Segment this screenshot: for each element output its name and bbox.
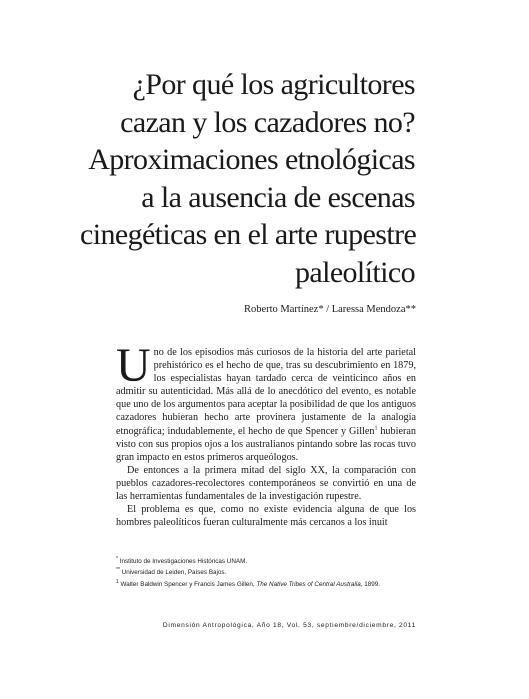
- footnote-marker: *: [116, 556, 118, 562]
- article-body: [116, 339, 416, 529]
- body-paragraph: De entonces a la primera mitad del siglo XX, la comparación con pueblos cazadores-recolectores contemporáneos se convirtió en una de las herramientas fundamentales de la investigación rupestre.: [116, 464, 416, 503]
- title-line: ¿Por qué los agricultores: [132, 68, 415, 101]
- footnote-text: Walter Baldwin Spencer y Francis James Gillen,: [120, 580, 257, 588]
- footnote-reference[interactable]: 1: [374, 425, 378, 432]
- title-line: a la ausencia de escenas: [141, 180, 415, 214]
- article-authors: Roberto Martínez* / Laressa Mendoza**: [243, 304, 416, 315]
- footnote-marker: **: [116, 567, 120, 574]
- footnote: [116, 555, 418, 566]
- footnote: [116, 566, 418, 577]
- footnote-text: Universidad de Leiden, Países Bajos.: [121, 569, 227, 577]
- body-paragraph: El problema es que, como no existe evidencia alguna de que los hombres paleolíticos fueran culturalmente más cercanos a los inuit: [116, 504, 416, 529]
- article-title: [80, 66, 415, 291]
- footnote-marker: 1: [116, 578, 119, 585]
- footnotes: [116, 555, 418, 589]
- body-paragraph: [116, 339, 416, 464]
- title-line: cazan y los cazadores no?: [120, 105, 415, 139]
- title-line: Aproximaciones etnológicas: [88, 143, 415, 176]
- drop-cap: U: [116, 339, 151, 392]
- title-line: cinegéticas en el arte rupestre: [80, 218, 417, 251]
- footnote-text: Instituto de Investigaciones Históricas UNAM.: [119, 558, 248, 566]
- footnote: [116, 578, 418, 589]
- cited-work-title: The Native Tribes of Central Australia: [256, 580, 361, 588]
- paragraph-text: hubieran visto con sus propios ojos a los australianos pintando sobre las rocas tuvo gran impacto en estos primeros arqueólogos.: [116, 425, 416, 463]
- title-line: paleolítico: [294, 255, 415, 289]
- footnote-text: , 1899.: [360, 580, 380, 588]
- running-footer: Dimensión Antropológica, Año 18, Vol. 53, septiembre/diciembre, 2011: [162, 622, 416, 629]
- paragraph-text: no de los episodios más curiosos de la historia del arte parietal prehistórico es el hecho de que, tras su descubrimiento en 1879, los especialistas hayan tardado cerca de veinticinco años en admitir su autenticidad. Más allá de lo anecdótico del evento, es notable que uno de los argumentos para aceptar la posibilidad de que los antiguos cazadores hubieran hecho arte provinera justamente de la analogía etnográfica; indudablemente, el hecho de que Spencer y Gillen: [116, 347, 416, 437]
